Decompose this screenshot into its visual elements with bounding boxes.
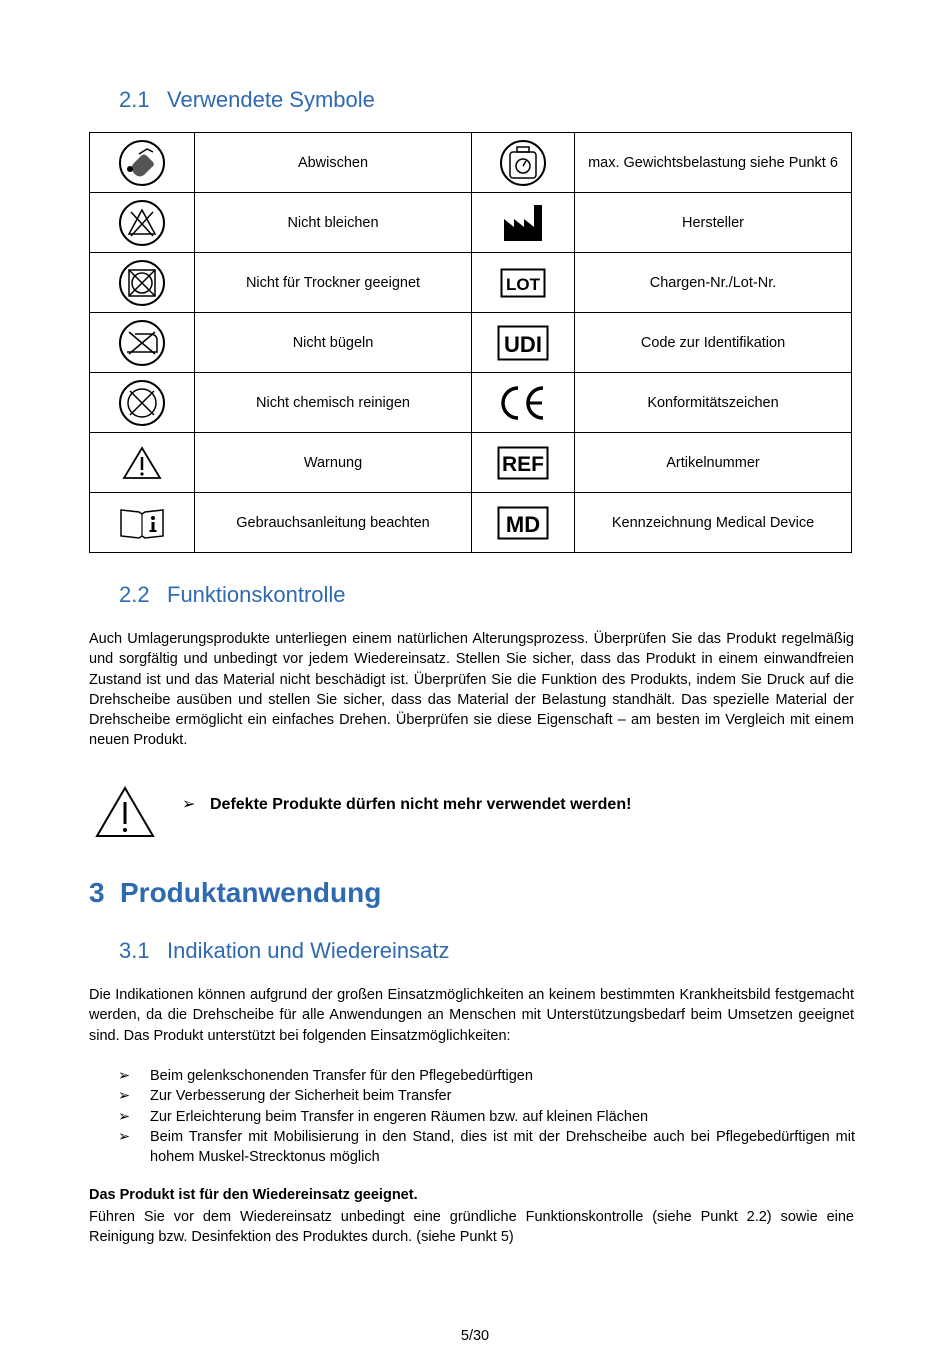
symbol-label: Code zur Identifikation: [575, 313, 852, 373]
symbol-cell: [472, 313, 575, 373]
list-item: [118, 1107, 855, 1127]
symbol-label: Warnung: [195, 433, 472, 493]
symbol-label: Chargen-Nr./Lot-Nr.: [575, 253, 852, 313]
list-item-text: Beim Transfer mit Mobilisierung in den Stand, dies ist mit der Drehscheibe auch bei Pflegebedürftigen mit hohem Muskel-Strecktonus möglich: [150, 1128, 855, 1166]
symbol-cell: [90, 313, 195, 373]
arrow-bullet-icon: ➢: [118, 1108, 131, 1125]
function-check-paragraph: Auch Umlagerungsprodukte unterliegen einem natürlichen Alterungsprozess. Überprüfen Sie das Produkt regelmäßig und sorgfältig und unbedingt vor jedem Wiedereinsatz. Stellen Sie sicher, dass das Produkt in einem einwandfreien Zustand ist und das Material nicht beschädigt ist. Überprüfen Sie die Funktion des Produkts, indem Sie Druck auf die Drehscheibe ausüben und stellen Sie sicher, dass das Material der Belastung standhält. Das spezielle Material der Drehscheibe ermöglicht ein einfaches Drehen. Überprüfen sie diese Eigenschaft – am besten im Vergleich mit einem neuen Produkt.: [89, 631, 854, 749]
arrow-bullet-icon: ➢: [118, 1088, 131, 1105]
md-icon: [497, 506, 549, 540]
no-tumble-dry-icon: [117, 258, 167, 308]
list-item-text: Beim gelenkschonenden Transfer für den Pflegebedürftigen: [150, 1068, 533, 1084]
symbol-label: max. Gewichtsbelastung siehe Punkt 6: [575, 133, 852, 193]
warning-icon: [95, 786, 155, 838]
lot-icon: [500, 268, 546, 298]
reuse-heading: Das Produkt ist für den Wiedereinsatz geeignet.: [89, 1187, 418, 1203]
table-row: [90, 253, 852, 313]
symbol-cell: [90, 193, 195, 253]
table-row: [90, 493, 852, 553]
arrow-bullet-icon: ➢: [118, 1068, 131, 1084]
list-item-text: Zur Verbesserung der Sicherheit beim Transfer: [150, 1088, 452, 1105]
chapter-heading-3: [89, 877, 381, 909]
no-iron-icon: [117, 318, 167, 368]
no-dry-clean-icon: [117, 378, 167, 428]
symbol-label: Gebrauchsanleitung beachten: [195, 493, 472, 553]
warning-icon: [122, 446, 162, 480]
section-number: 3.1: [119, 938, 150, 963]
symbol-cell: [90, 493, 195, 553]
indication-paragraph: Die Indikationen können aufgrund der großen Einsatzmöglichkeiten an keinem bestimmten Krankheitsbild festgemacht werden, da die Drehscheibe für alle Anwendungen an Menschen mit Unterstützungsbedarf beim Umsetzen geeignet sind. Das Produkt unterstützt bei folgenden Einsatzmöglichkeiten:: [89, 987, 854, 1044]
arrow-bullet-icon: ➢: [182, 796, 196, 813]
symbol-label: Abwischen: [195, 133, 472, 193]
chapter-title: Produktanwendung: [120, 877, 382, 908]
arrow-bullet-icon: ➢: [118, 1128, 131, 1145]
symbol-label: Kennzeichnung Medical Device: [575, 493, 852, 553]
instructions-icon: [119, 506, 165, 540]
symbol-cell: [472, 253, 575, 313]
table-row: [90, 193, 852, 253]
md-code-text: MD: [505, 511, 541, 537]
list-item: [118, 1086, 855, 1106]
section-number: 2.2: [119, 582, 150, 607]
symbol-label: Konformitätszeichen: [575, 373, 852, 433]
chapter-number: 3: [89, 877, 105, 908]
udi-icon: [497, 325, 549, 361]
udi-code-text: UDI: [504, 331, 542, 357]
section-heading-2-2: [119, 582, 346, 608]
wipe-icon: [117, 138, 167, 188]
symbol-label: Nicht bleichen: [195, 193, 472, 253]
list-item-text: Zur Erleichterung beim Transfer in engeren Räumen bzw. auf kleinen Flächen: [150, 1108, 649, 1125]
ce-mark-icon: [498, 384, 548, 422]
table-row: [90, 133, 852, 193]
symbol-cell: [90, 253, 195, 313]
section-title: Funktionskontrolle: [167, 582, 346, 607]
reuse-paragraph: Führen Sie vor dem Wiedereinsatz unbedingt eine gründliche Funktionskontrolle (siehe Punkt 2.2) sowie eine Reinigung bzw. Desinfektion des Produktes durch. (siehe Punkt 5): [89, 1209, 854, 1246]
table-row: [90, 373, 852, 433]
symbol-cell: [472, 493, 575, 553]
symbol-cell: [472, 133, 575, 193]
symbol-cell: [90, 373, 195, 433]
warning-text: Defekte Produkte dürfen nicht mehr verwendet werden!: [210, 796, 632, 813]
manufacturer-icon: [502, 203, 544, 243]
page-number: 5/30: [460, 1328, 490, 1344]
symbols-table: [89, 132, 852, 553]
no-bleach-icon: [117, 198, 167, 248]
list-item: [118, 1066, 855, 1086]
symbol-cell: [472, 193, 575, 253]
section-heading-2-1: [119, 87, 375, 113]
list-item: [118, 1127, 855, 1168]
symbol-label: Nicht bügeln: [195, 313, 472, 373]
section-number: 2.1: [119, 87, 150, 112]
table-row: [90, 313, 852, 373]
ref-code-text: REF: [502, 452, 544, 476]
weight-scale-icon: [498, 138, 548, 188]
section-heading-3-1: [119, 938, 450, 964]
ref-icon: [497, 446, 549, 480]
symbol-label: Nicht für Trockner geeignet: [195, 253, 472, 313]
section-title: Indikation und Wiedereinsatz: [167, 938, 450, 963]
symbol-cell: [90, 433, 195, 493]
table-row: [90, 433, 852, 493]
warning-note: [182, 794, 631, 814]
section-title: Verwendete Symbole: [167, 87, 375, 112]
indication-list: [118, 1066, 855, 1167]
symbol-label: Hersteller: [575, 193, 852, 253]
symbol-cell: [472, 433, 575, 493]
symbol-label: Artikelnummer: [575, 433, 852, 493]
lot-code-text: LOT: [506, 274, 540, 294]
symbol-cell: [90, 133, 195, 193]
symbol-label: Nicht chemisch reinigen: [195, 373, 472, 433]
symbol-cell: [472, 373, 575, 433]
